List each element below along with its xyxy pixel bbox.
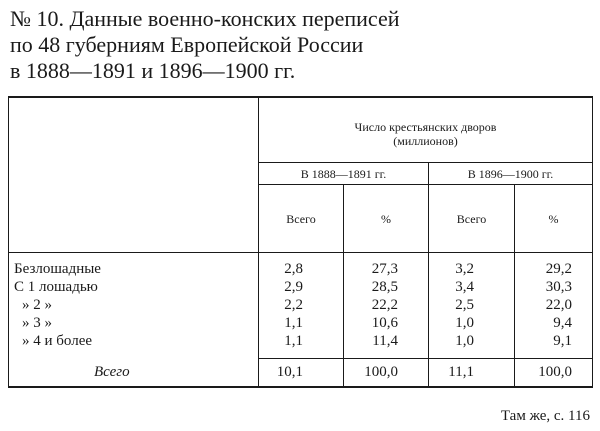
p1-total: 2,8 [284, 261, 303, 277]
p2-total: 3,2 [455, 261, 474, 277]
table-bottom-rule [8, 386, 593, 388]
total-label: Всего [94, 364, 130, 380]
p2-pct: 29,2 [545, 261, 572, 277]
p2-pct: 9,1 [553, 333, 572, 349]
p2-total: 2,5 [455, 297, 474, 313]
row-label: » 3 » [22, 315, 52, 331]
table-right-rule [592, 96, 593, 388]
header-main [259, 120, 592, 148]
p1-pct: 10,6 [371, 315, 398, 331]
header-p1-total: Всего [286, 212, 316, 226]
title-line-2: по 48 губерниям Европейской России [10, 32, 364, 57]
p1-total: 1,1 [284, 315, 303, 331]
row-label: Безлошадные [14, 261, 101, 277]
p2-pct: 9,4 [553, 315, 572, 331]
p1-total: 2,2 [284, 297, 303, 313]
p2-total: 3,4 [455, 279, 474, 295]
row-label: » 2 » [22, 297, 52, 313]
p1-total: 1,1 [284, 333, 303, 349]
header-p1-pct: % [381, 212, 391, 226]
period-rule [258, 184, 593, 185]
p2-total: 1,0 [455, 315, 474, 331]
total-p2-total: 11,1 [448, 364, 474, 380]
p1-pct: 22,2 [371, 297, 398, 313]
total-rule [258, 358, 593, 359]
total-p1-pct: 100,0 [364, 364, 398, 380]
header-period-1: В 1888—1891 гг. [300, 167, 387, 181]
header-main-sub: (миллионов) [393, 134, 458, 148]
source-note: Там же, с. 116 [500, 408, 590, 424]
table-title [10, 6, 590, 84]
p1-total: 2,9 [284, 279, 303, 295]
table-left-rule [8, 96, 9, 388]
p1-pct: 27,3 [371, 261, 398, 277]
data-table [8, 96, 593, 388]
header-main-rule [258, 162, 593, 163]
title-line-3: в 1888—1891 и 1896—1900 гг. [10, 58, 296, 83]
p2-pct: 22,0 [545, 297, 572, 313]
header-p2-total: Всего [456, 212, 487, 226]
row-label: С 1 лошадью [14, 279, 98, 295]
total-p1-total: 10,1 [276, 364, 303, 380]
header-bottom-rule [8, 252, 593, 253]
p2-total: 1,0 [455, 333, 474, 349]
header-main-text: Число крестьянских дворов [354, 120, 497, 134]
p1-pct: 11,4 [372, 333, 398, 349]
p2-pct: 30,3 [545, 279, 572, 295]
p1-pct: 28,5 [371, 279, 398, 295]
header-p2-pct: % [548, 212, 559, 226]
total-p2-pct: 100,0 [538, 364, 572, 380]
header-period-2: В 1896—1900 гг. [467, 167, 554, 181]
row-label: » 4 и более [22, 333, 93, 349]
title-line-1: № 10. Данные военно-конских переписей [10, 6, 400, 31]
table-top-rule [8, 96, 593, 98]
